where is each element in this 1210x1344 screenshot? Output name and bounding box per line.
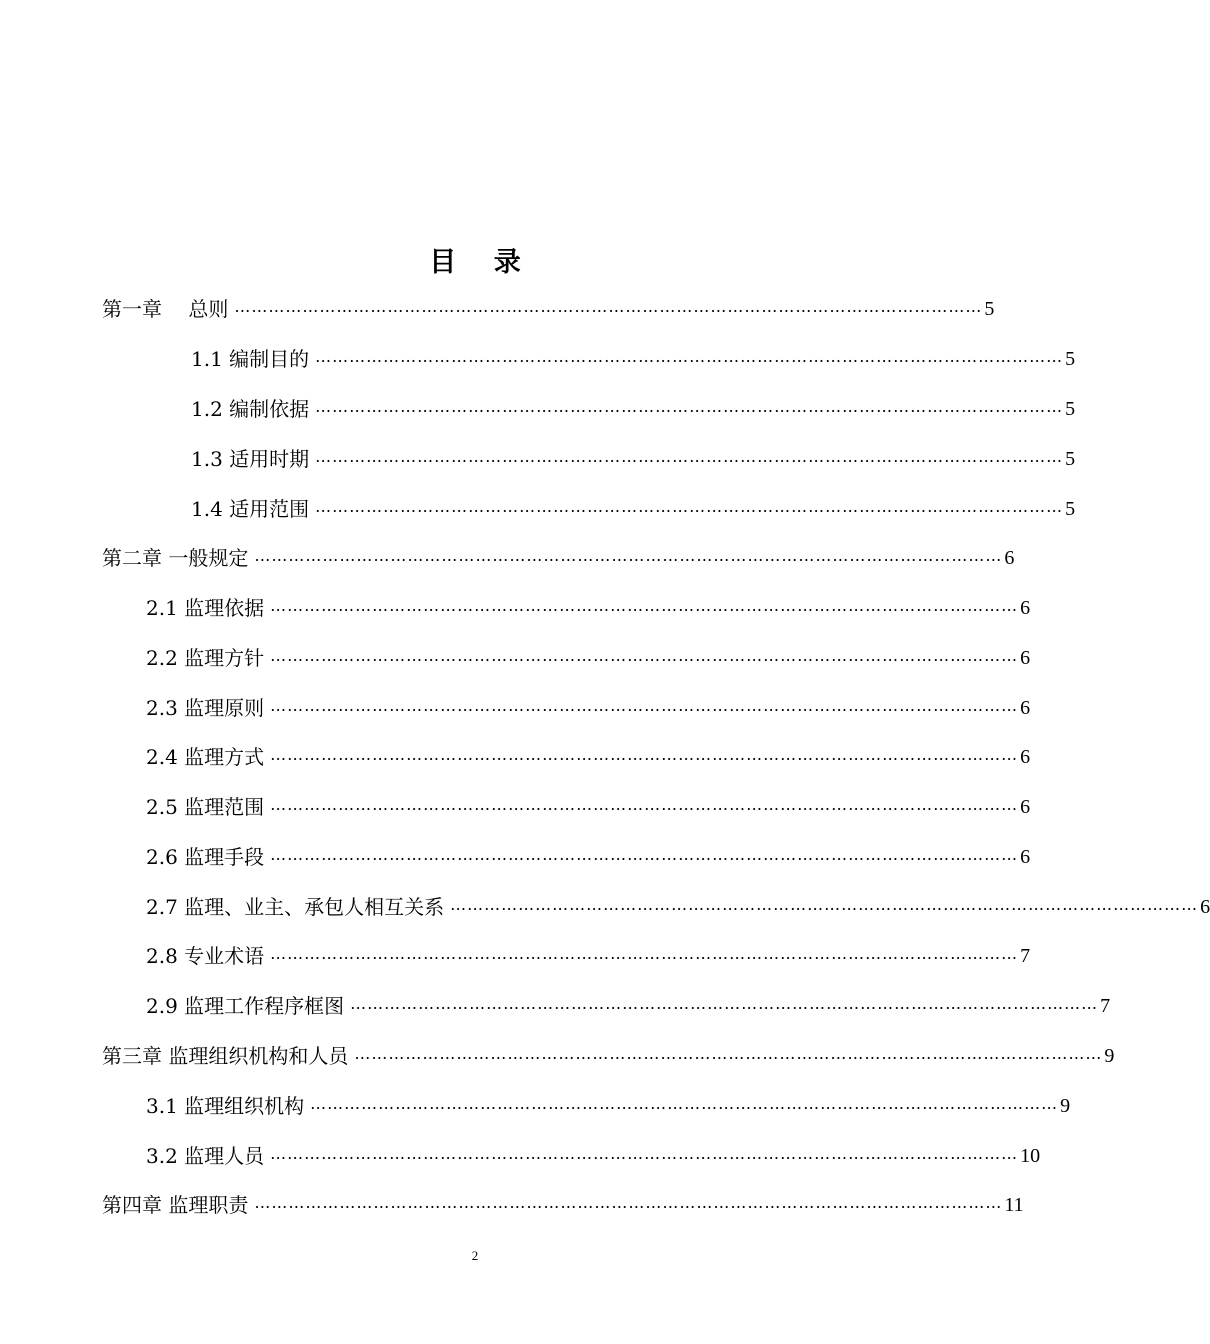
toc-entry-page: 6: [1020, 796, 1031, 818]
toc-entry[interactable]: [146, 643, 1031, 673]
toc-entry[interactable]: [146, 593, 1031, 623]
toc-entry[interactable]: [146, 1091, 1071, 1121]
dot-leader: ……………………………………………………………………………………………………………………: [254, 546, 1003, 565]
toc-entry-text: 1.2 编制依据: [191, 397, 310, 421]
toc-entry-text: 2.5 监理范围: [146, 795, 265, 819]
dot-leader: ……………………………………………………………………………………………………………………: [450, 895, 1199, 914]
toc-entry-page: 9: [1104, 1045, 1115, 1067]
dot-leader: ……………………………………………………………………………………………………………………: [234, 297, 983, 316]
toc-entry-text: 2.6 监理手段: [146, 845, 265, 869]
toc-entry-text: 1.4 适用范围: [191, 497, 310, 521]
toc-entry-page: 5: [1065, 398, 1076, 420]
toc-entry-text: 1.3 适用时期: [191, 447, 310, 471]
toc-entry[interactable]: [146, 941, 1031, 971]
toc-entry-page: 5: [1065, 498, 1076, 520]
toc-entry-text: 2.9 监理工作程序框图: [146, 994, 345, 1018]
toc-entry-page: 6: [1020, 597, 1031, 619]
dot-leader: ……………………………………………………………………………………………………………………: [270, 646, 1019, 665]
toc-entry-page: 6: [1020, 846, 1031, 868]
dot-leader: ……………………………………………………………………………………………………………………: [270, 795, 1019, 814]
toc-entry[interactable]: [191, 344, 1076, 374]
toc-entry[interactable]: [191, 494, 1076, 524]
toc-entry-page: 11: [1004, 1194, 1024, 1216]
toc-entry-page: 9: [1060, 1095, 1071, 1117]
toc-entry-text: 2.3 监理原则: [146, 696, 265, 720]
dot-leader: ……………………………………………………………………………………………………………………: [270, 745, 1019, 764]
dot-leader: ……………………………………………………………………………………………………………………: [270, 596, 1019, 615]
toc-entry-text: 2.1 监理依据: [146, 596, 265, 620]
dot-leader: ……………………………………………………………………………………………………………………: [315, 397, 1064, 416]
toc-entry[interactable]: [146, 1141, 1041, 1171]
toc-entry[interactable]: [102, 294, 995, 324]
page-number: 2: [471, 1248, 479, 1263]
toc-entry-page: 6: [1020, 746, 1031, 768]
toc-entry-page: 5: [1065, 448, 1076, 470]
toc-entry-text: 第四章 监理职责: [102, 1193, 249, 1217]
toc-entry[interactable]: [146, 892, 1210, 922]
dot-leader: ……………………………………………………………………………………………………………………: [270, 1144, 1019, 1163]
dot-leader: ……………………………………………………………………………………………………………………: [310, 1094, 1059, 1113]
toc-entry-page: 6: [1200, 896, 1210, 918]
toc-entry-page: 5: [984, 298, 995, 320]
dot-leader: ……………………………………………………………………………………………………………………: [254, 1193, 1003, 1212]
toc-entry[interactable]: [146, 842, 1031, 872]
toc-entry-text: 3.2 监理人员: [146, 1144, 265, 1168]
dot-leader: ……………………………………………………………………………………………………………………: [315, 497, 1064, 516]
toc-entry-page: 5: [1065, 348, 1076, 370]
toc-entry-text: 1.1 编制目的: [191, 347, 310, 371]
toc-entry[interactable]: [146, 742, 1031, 772]
toc-entry-text: 第三章 监理组织机构和人员: [102, 1044, 349, 1068]
dot-leader: ……………………………………………………………………………………………………………………: [270, 696, 1019, 715]
dot-leader: ……………………………………………………………………………………………………………………: [315, 347, 1064, 366]
toc-entry-text: 2.2 监理方针: [146, 646, 265, 670]
toc-entry-text: 3.1 监理组织机构: [146, 1094, 305, 1118]
toc-entry-text: 2.8 专业术语: [146, 944, 265, 968]
dot-leader: ……………………………………………………………………………………………………………………: [270, 845, 1019, 864]
dot-leader: ……………………………………………………………………………………………………………………: [354, 1044, 1103, 1063]
toc-entry[interactable]: [191, 394, 1076, 424]
toc-entry-text: 2.7 监理、业主、承包人相互关系: [146, 895, 445, 919]
toc-entry[interactable]: [102, 1041, 1115, 1071]
toc-entry[interactable]: [146, 991, 1111, 1021]
toc-entry-page: 6: [1020, 647, 1031, 669]
toc-entry-page: 6: [1004, 547, 1015, 569]
dot-leader: ……………………………………………………………………………………………………………………: [350, 994, 1099, 1013]
toc-entry-page: 7: [1020, 945, 1031, 967]
toc-entry-page: 6: [1020, 697, 1031, 719]
toc-entry-text: 2.4 监理方式: [146, 745, 265, 769]
toc-title: 目 录: [429, 247, 535, 278]
toc-entry[interactable]: [146, 693, 1031, 723]
dot-leader: ……………………………………………………………………………………………………………………: [315, 447, 1064, 466]
toc-entry[interactable]: [191, 444, 1076, 474]
toc-entry-text: 第一章 总则: [102, 297, 229, 321]
toc-entry[interactable]: [102, 1190, 1024, 1220]
toc-entry-page: 7: [1100, 995, 1111, 1017]
dot-leader: ……………………………………………………………………………………………………………………: [270, 944, 1019, 963]
toc-entry[interactable]: [146, 792, 1031, 822]
toc-entry-text: 第二章 一般规定: [102, 546, 249, 570]
toc-entry[interactable]: [102, 543, 1015, 573]
toc-entry-page: 10: [1020, 1145, 1041, 1167]
